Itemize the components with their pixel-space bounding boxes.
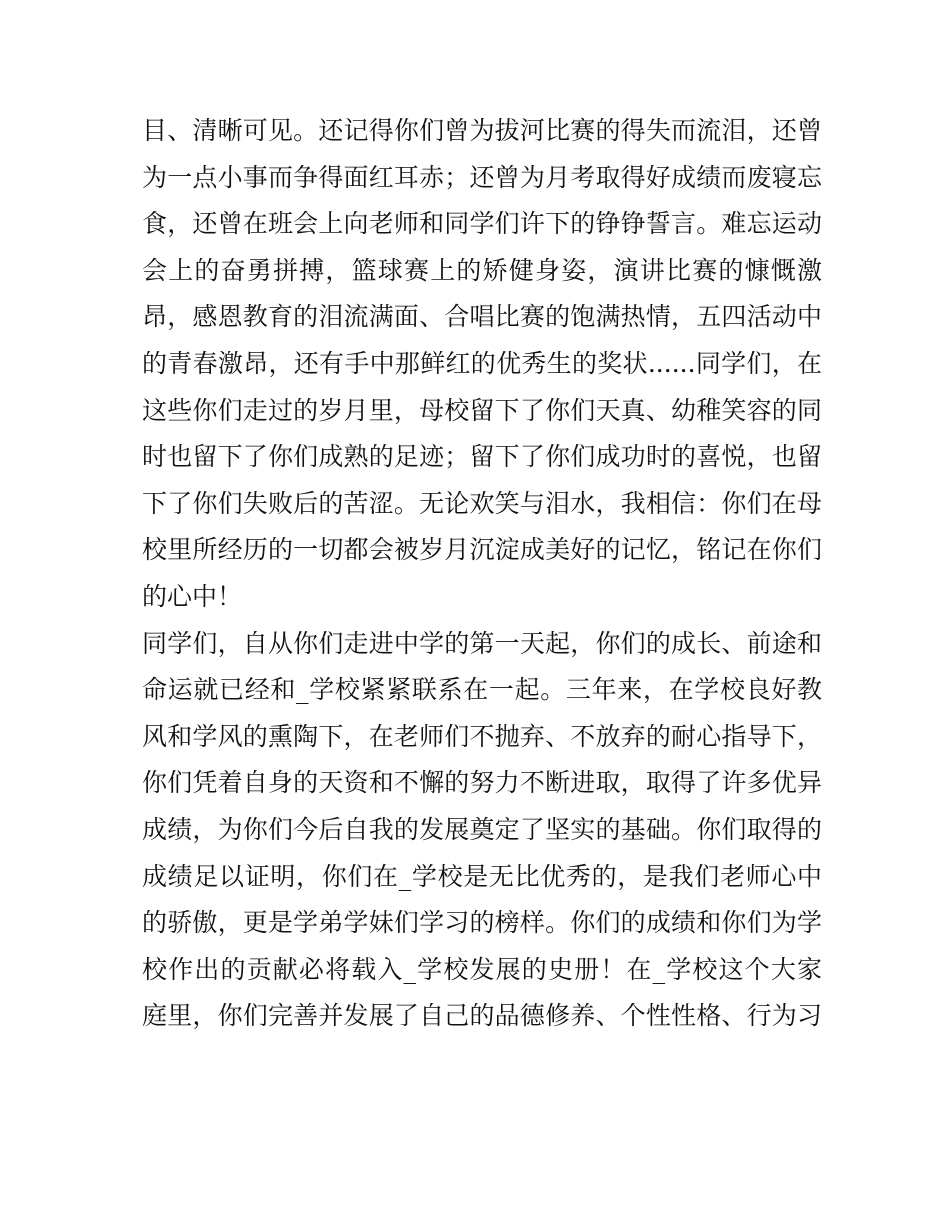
text-line: 这些你们走过的岁月里，母校留下了你们天真、幼稚笑容的同 (142, 395, 822, 425)
text-line: 昂，感恩教育的泪流满面、合唱比赛的饱满热情，五四活动中 (142, 302, 822, 332)
text-line: 风和学风的熏陶下，在老师们不抛弃、不放弃的耐心指导下， (142, 721, 822, 751)
text-line: 成绩，为你们今后自我的发展奠定了坚实的基础。你们取得的 (142, 814, 822, 844)
text-line: 校作出的贡献必将载入_学校发展的史册！在_学校这个大家 (142, 954, 822, 984)
text-line: 时也留下了你们成熟的足迹；留下了你们成功时的喜悦，也留 (142, 442, 822, 472)
text-line: 食，还曾在班会上向老师和同学们许下的铮铮誓言。难忘运动 (142, 209, 822, 239)
body-text (142, 108, 822, 1040)
text-line: 的青春激昂，还有手中那鲜红的优秀生的奖状......同学们，在 (142, 348, 822, 378)
text-line: 下了你们失败后的苦涩。无论欢笑与泪水，我相信：你们在母 (142, 488, 822, 518)
text-line: 庭里，你们完善并发展了自己的品德修养、个性性格、行为习 (142, 1001, 822, 1031)
text-line: 的心中！ (142, 581, 243, 611)
text-line: 为一点小事而争得面红耳赤；还曾为月考取得好成绩而废寝忘 (142, 162, 822, 192)
text-line: 你们凭着自身的天资和不懈的努力不断进取，取得了许多优异 (142, 768, 822, 798)
text-line: 校里所经历的一切都会被岁月沉淀成美好的记忆，铭记在你们 (142, 535, 822, 565)
text-line: 目、清晰可见。还记得你们曾为拔河比赛的得失而流泪，还曾 (142, 116, 822, 145)
text-line: 成绩足以证明，你们在_学校是无比优秀的，是我们老师心中 (142, 861, 822, 891)
text-line: 命运就已经和_学校紧紧联系在一起。三年来，在学校良好教 (142, 675, 822, 705)
text-line: 的骄傲，更是学弟学妹们学习的榜样。你们的成绩和你们为学 (142, 908, 822, 938)
text-line: 会上的奋勇拼搏，篮球赛上的矫健身姿，演讲比赛的慷慨激 (142, 255, 822, 285)
text-line: 同学们，自从你们走进中学的第一天起，你们的成长、前途和 (142, 628, 822, 658)
